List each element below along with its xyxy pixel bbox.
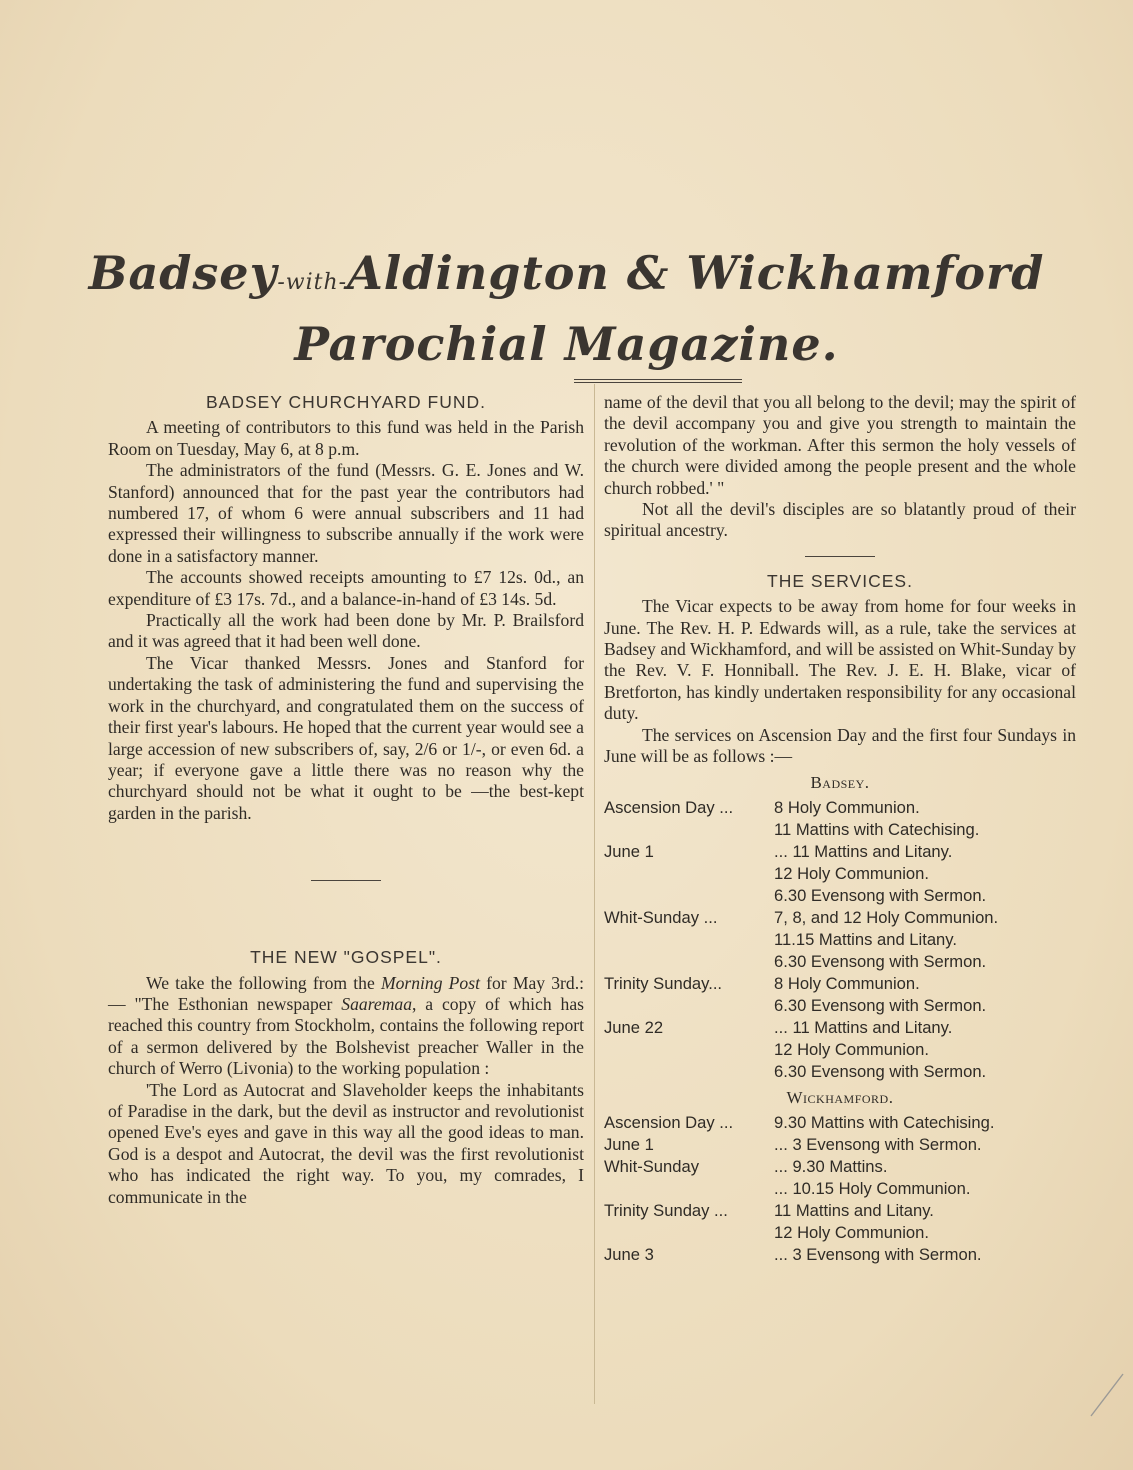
wickhamford-row (604, 1244, 1076, 1266)
service-line: ... 11 Mattins and Litany. (774, 1017, 953, 1037)
gospel-p1-post: , a copy of which has reached this country from Stockholm, contains the following report of a sermon delivered by the Bolshevist preacher Waller in the church of Werro (Livonia) to the working population : (108, 993, 584, 1079)
service-line: 6.30 Evensong with Sermon. (774, 1061, 987, 1081)
service-line: ... 10.15 Holy Communion. (774, 1179, 971, 1199)
schedule-services (774, 973, 1076, 1017)
schedule-day: Trinity Sunday... (604, 973, 723, 993)
schedule-day: Ascension Day ... (604, 1113, 734, 1133)
new-gospel-article (108, 947, 584, 1208)
gospel-paragraph-1 (108, 973, 584, 1080)
badsey-row (604, 1017, 1076, 1083)
schedule-day: June 1 (604, 1135, 654, 1155)
schedule-services (774, 1156, 1076, 1200)
schedule-services (774, 1017, 1076, 1083)
schedule-services (774, 1134, 1076, 1156)
service-line: 6.30 Evensong with Sermon. (774, 885, 987, 905)
masthead-badsey: Badsey (88, 246, 278, 300)
service-line: 8 Holy Communion. (774, 973, 920, 993)
badsey-schedule (604, 797, 1076, 1083)
services-article (604, 571, 1076, 1266)
column-divider (594, 384, 595, 1404)
gospel-newspaper-name: Saaremaa (341, 993, 412, 1014)
churchyard-fund-article (108, 392, 584, 824)
schedule-services (774, 1200, 1076, 1244)
churchyard-paragraph-3: The accounts showed receipts amounting to £7 12s. 0d., an expenditure of £3 17s. 7d., and a balance-in-hand of £3 14s. 5d. (108, 567, 584, 609)
wickhamford-row (604, 1134, 1076, 1156)
service-line: 11.15 Mattins and Litany. (774, 929, 957, 949)
gospel-paragraph-2: 'The Lord as Autocrat and Slaveholder keeps the inhabitants of Paradise in the dark, but the devil as instructor and revolutionist opened Eve's eyes and gave in this way all the good ideas to man. God is a despot and Autocrat, the devil was the first revolutionist who has indicated the right way. To you, my comrades, I communicate in the (108, 1079, 584, 1207)
gospel-paragraph-4: Not all the devil's disciples are so blatantly proud of their spiritual ancestry. (604, 499, 1076, 541)
badsey-row (604, 973, 1076, 1017)
left-column (108, 392, 584, 1208)
gospel-p1-mid: for May 3rd.: — "The Esthonian newspaper (108, 972, 584, 1014)
service-line: ... 11 Mattins and Litany. (774, 841, 953, 861)
schedule-day: Ascension Day ... (604, 797, 734, 817)
schedule-services (774, 907, 1076, 973)
service-line: 9.30 Mattins with Catechising. (774, 1113, 995, 1133)
churchyard-paragraph-1: A meeting of contributors to this fund was held in the Parish Room on Tuesday, May 6, at 8 p.m. (108, 417, 584, 459)
service-line: 12 Holy Communion. (774, 863, 929, 883)
masthead-aldington-wickhamford: Aldington & Wickhamford (347, 246, 1045, 300)
service-line: 12 Holy Communion. (774, 1223, 929, 1243)
badsey-subheading: Badsey. (810, 772, 870, 792)
badsey-row (604, 841, 1076, 907)
services-heading: THE SERVICES. (767, 570, 913, 591)
schedule-services (774, 797, 1076, 841)
masthead-line-2: Parochial Magazine. (294, 317, 839, 371)
service-line: ... 3 Evensong with Sermon. (774, 1245, 982, 1265)
wickhamford-row (604, 1200, 1076, 1244)
services-paragraph-2: The services on Ascension Day and the first four Sundays in June will be as follows :— (604, 724, 1076, 767)
schedule-day: June 1 (604, 841, 654, 861)
service-line: 12 Holy Communion. (774, 1039, 929, 1059)
schedule-day: Whit-Sunday (604, 1157, 699, 1177)
schedule-day: June 3 (604, 1245, 654, 1265)
badsey-row (604, 797, 1076, 841)
churchyard-fund-heading: BADSEY CHURCHYARD FUND. (205, 392, 487, 412)
schedule-services (774, 1112, 1076, 1134)
wickhamford-subheading: Wickhamford. (786, 1087, 894, 1107)
wickhamford-row (604, 1156, 1076, 1200)
service-line: 6.30 Evensong with Sermon. (774, 995, 987, 1015)
masthead-with: -with- (277, 270, 348, 295)
service-line: ... 3 Evensong with Sermon. (774, 1135, 982, 1155)
service-line: ... 9.30 Mattins. (774, 1157, 888, 1177)
services-paragraph-1: The Vicar expects to be away from home for four weeks in June. The Rev. H. P. Edwards will, as a rule, take the services at Badsey and Wickhamford, and will be assisted on Whit-Sunday by the Rev. V. F. Honniball. The Rev. J. E. H. Blake, vicar of Bretforton, has kindly undertaken responsibility for any occasional duty. (604, 596, 1076, 724)
new-gospel-heading: THE NEW "GOSPEL". (250, 947, 442, 968)
gospel-source-title: Morning Post (380, 972, 480, 993)
service-line: 11 Mattins with Catechising. (774, 819, 980, 839)
schedule-day: Trinity Sunday ... (604, 1201, 728, 1221)
gospel-p1-pre: We take the following from the (146, 972, 381, 993)
masthead-rule (574, 379, 742, 383)
masthead-line-1 (0, 242, 1133, 314)
schedule-day: June 22 (604, 1017, 664, 1037)
churchyard-paragraph-2: The administrators of the fund (Messrs. G. E. Jones and W. Stanford) announced that for the past year the contributors had numbered 17, of whom 6 were annual subscribers and 11 had expressed their willingness to subscribe annually if the work were done in a satisfactory manner. (108, 460, 584, 566)
schedule-day: Whit-Sunday ... (604, 907, 718, 927)
schedule-services (774, 1244, 1076, 1266)
magazine-masthead (0, 242, 1133, 374)
wickhamford-row (604, 1112, 1076, 1134)
right-column (604, 392, 1076, 1266)
churchyard-paragraph-4: Practically all the work had been done by Mr. P. Brailsford and it was agreed that it had been well done. (108, 610, 584, 652)
wickhamford-schedule (604, 1112, 1076, 1266)
service-line: 6.30 Evensong with Sermon. (774, 951, 987, 971)
service-line: 8 Holy Communion. (774, 797, 920, 817)
schedule-services (774, 841, 1076, 907)
pencil-mark (1089, 1370, 1125, 1420)
service-line: 7, 8, and 12 Holy Communion. (774, 907, 999, 927)
service-line: 11 Mattins and Litany. (774, 1201, 934, 1221)
churchyard-paragraph-5: The Vicar thanked Messrs. Jones and Stanford for undertaking the task of administering the fund and supervising the work in the churchyard, and congratulated them on the success of their first year's labours. He hoped that the current year would see a large accession of new subscribers of, say, 2/6 or 1/-, or even 6d. a year; if everyone gave a little there was no reason why the churchyard should not be what it ought to be —the best-kept garden in the parish. (108, 652, 584, 823)
gospel-paragraph-3: name of the devil that you all belong to the devil; may the spirit of the devil accompany you and give you strength to maintain the revolution of the workman. After this sermon the holy vessels of the church were divided among the people present and the whole church robbed.' " (604, 392, 1076, 498)
badsey-row (604, 907, 1076, 973)
